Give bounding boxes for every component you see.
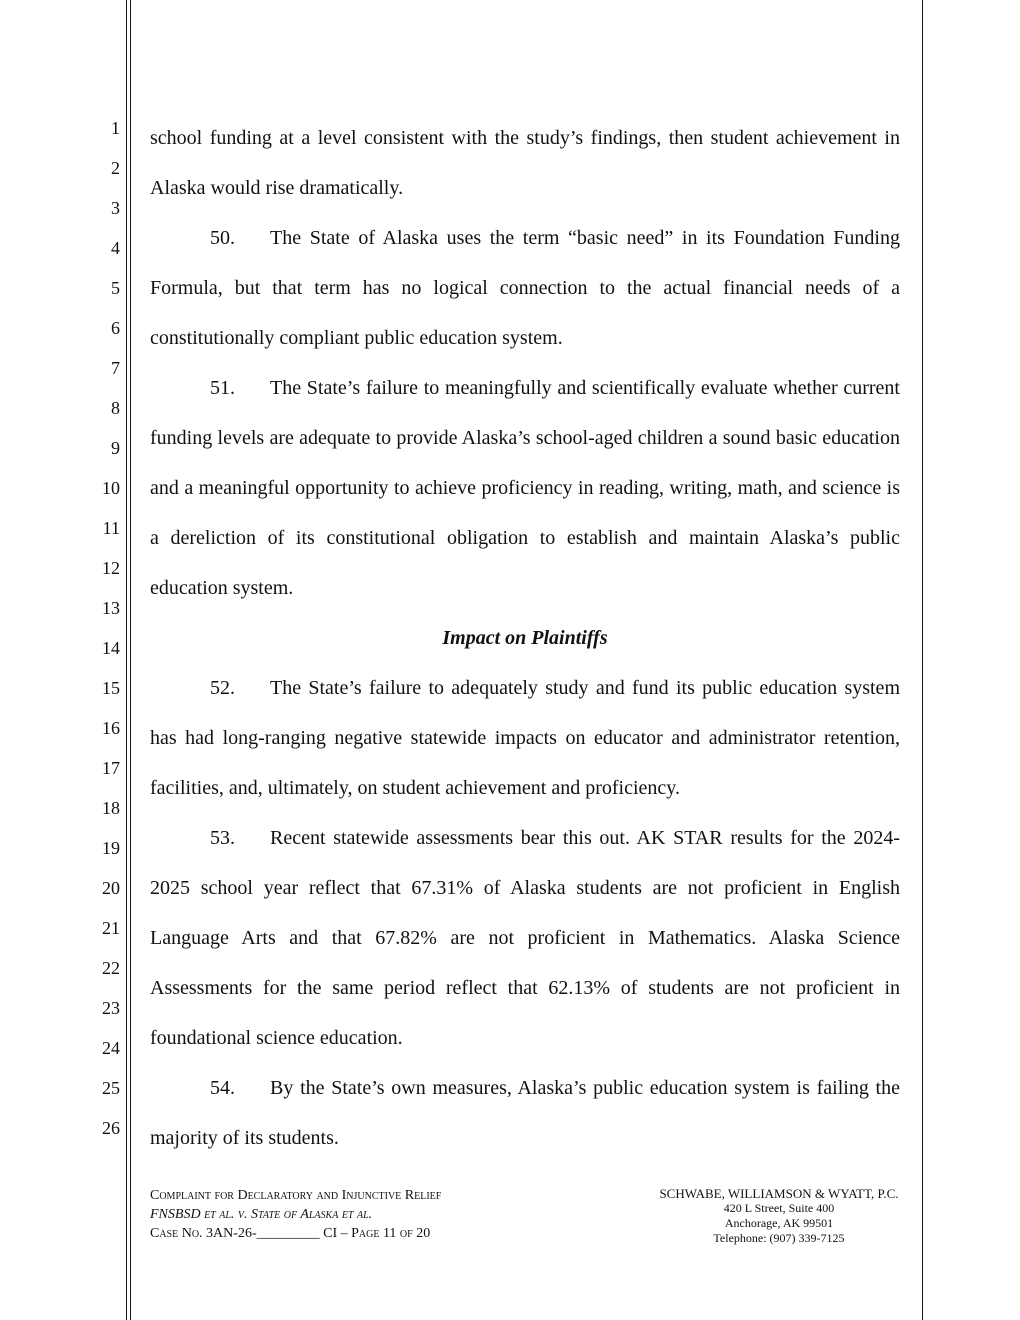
paragraph-number: 51. (210, 377, 235, 399)
left-margin-rule-inner (130, 0, 131, 1320)
paragraph-51 (150, 363, 900, 613)
paragraph-text: The State’s failure to meaningfully and scientifically evaluate whether current funding levels are adequate to provide Alaska’s school-aged children a sound basic education and a meaningful opportunity to achieve proficiency in reading, writing, math, and science is a dereliction of its constitutional obligation to establish and maintain Alaska’s public education system. (150, 377, 900, 599)
line-number: 23 (102, 998, 120, 1018)
line-number: 1 (111, 118, 120, 138)
line-number: 21 (102, 918, 120, 938)
line-number: 9 (111, 438, 120, 458)
continuation-paragraph: school funding at a level consistent with the study’s findings, then student achievement in Alaska would rise dramatically. (150, 127, 900, 199)
line-number: 17 (102, 758, 120, 778)
line-number: 25 (102, 1078, 120, 1098)
line-number: 12 (102, 558, 120, 578)
footer-document-title: Complaint for Declaratory and Injunctive Relief (150, 1188, 442, 1203)
footer-caption-rest: et al. v. State of Alaska et al. (200, 1207, 373, 1222)
line-number: 19 (102, 838, 120, 858)
paragraph-54 (150, 1063, 900, 1163)
paragraph-number: 53. (210, 827, 235, 849)
left-margin-rule-outer (126, 0, 127, 1320)
paragraph-52 (150, 663, 900, 813)
line-number: 14 (102, 638, 120, 658)
footer-case-caption (150, 1205, 441, 1224)
footer-case-number: Case No. 3AN-26-_________ CI – Page 11 of 20 (150, 1226, 431, 1241)
line-number: 13 (102, 598, 120, 618)
firm-city: Anchorage, AK 99501 (724, 1216, 834, 1230)
line-number: 20 (102, 878, 120, 898)
line-number: 16 (102, 718, 120, 738)
paragraph-text: The State of Alaska uses the term “basic need” in its Foundation Funding Formula, but that term has no logical connection to the actual financial needs of a constitutionally compliant public education system. (150, 227, 900, 349)
line-number: 22 (102, 958, 120, 978)
line-number: 10 (102, 478, 120, 498)
line-number: 2 (111, 158, 120, 178)
firm-name: SCHWABE, WILLIAMSON & WYATT, P.C. (659, 1186, 899, 1201)
footer-firm-block (645, 1186, 913, 1246)
line-number: 8 (111, 398, 120, 418)
section-heading: Impact on Plaintiffs (442, 627, 608, 649)
document-body (150, 113, 900, 1163)
paragraph-text: The State’s failure to adequately study and fund its public education system has had long-ranging negative statewide impacts on educator and administrator retention, facilities, and, ultimately, on student achievement and proficiency. (150, 677, 900, 799)
line-number: 4 (111, 238, 120, 258)
paragraph-number: 52. (210, 677, 235, 699)
line-number: 3 (111, 198, 120, 218)
line-number: 6 (111, 318, 120, 338)
firm-street: 420 L Street, Suite 400 (723, 1201, 835, 1215)
line-number: 26 (102, 1118, 120, 1138)
line-number: 7 (111, 358, 120, 378)
paragraph-number: 54. (210, 1077, 235, 1099)
footer-caption-party: FNSBSD (150, 1207, 201, 1222)
paragraph-53 (150, 813, 900, 1063)
right-margin-rule (922, 0, 923, 1320)
footer-caption (150, 1186, 441, 1243)
paragraph-50 (150, 213, 900, 363)
line-number: 18 (102, 798, 120, 818)
line-number: 15 (102, 678, 120, 698)
line-number: 5 (111, 278, 120, 298)
paragraph-text: By the State’s own measures, Alaska’s public education system is failing the majority of its students. (150, 1077, 900, 1149)
paragraph-text: Recent statewide assessments bear this out. AK STAR results for the 2024-2025 school year reflect that 67.31% of Alaska students are not proficient in English Language Arts and that 67.82% are not proficient in Mathematics. Alaska Science Assessments for the same period reflect that 62.13% of students are not proficient in foundational science education. (150, 827, 900, 1049)
paragraph-number: 50. (210, 227, 235, 249)
line-number: 11 (102, 518, 120, 538)
line-number: 24 (102, 1038, 120, 1058)
firm-phone: Telephone: (907) 339-7125 (713, 1231, 845, 1245)
